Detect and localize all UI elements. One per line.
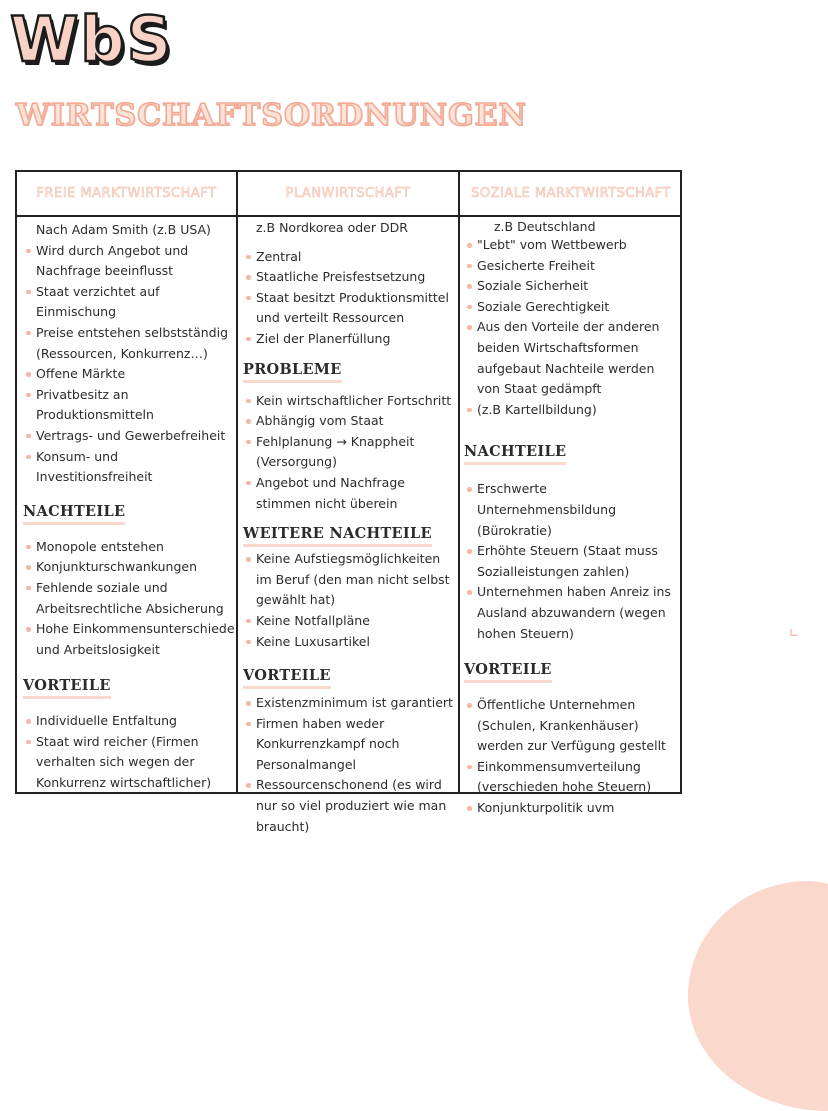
- list-item: (z.B Kartellbildung): [464, 400, 678, 421]
- column-divider: [458, 172, 460, 792]
- decorative-blob: [688, 881, 828, 1111]
- list-item: Vertrags- und Gewerbefreiheit: [23, 426, 235, 447]
- section-heading-vorteile: VORTEILE: [464, 661, 552, 683]
- section-heading-nachteile: NACHTEILE: [464, 443, 566, 465]
- column-freie-marktwirtschaft: [23, 220, 235, 794]
- comparison-table: [15, 170, 682, 834]
- list-item: Ziel der Planerfüllung: [243, 329, 455, 350]
- list-item: Erschwerte Unternehmensbildung (Bürokratie): [464, 479, 678, 541]
- list-item: Staatliche Preisfestsetzung: [243, 267, 455, 288]
- list-item: Staat verzichtet auf Einmischung: [23, 282, 235, 323]
- list-item: Keine Notfallpläne: [243, 611, 455, 632]
- list-item: "Lebt" vom Wettbewerb: [464, 235, 678, 256]
- section-heading-vorteile: VORTEILE: [243, 667, 331, 689]
- list-item: Staat wird reicher (Firmen verhalten sich wegen der Konkurrenz wirtschaftlicher): [23, 732, 235, 794]
- list-item: Keine Aufstiegsmöglichkeiten im Beruf (den man nicht selbst gewählt hat): [243, 549, 455, 611]
- intro-text: z.B Nordkorea oder DDR: [256, 220, 408, 235]
- column-heading-planwirtschaft: PLANWIRTSCHAFT: [285, 186, 411, 201]
- list-item: Soziale Gerechtigkeit: [464, 297, 678, 318]
- stray-mark: ∟: [789, 626, 800, 640]
- list-item: Erhöhte Steuern (Staat muss Sozialleistungen zahlen): [464, 541, 678, 582]
- header-divider: [17, 215, 680, 217]
- list-item: Zentral: [243, 247, 455, 268]
- list-item: Unternehmen haben Anreiz ins Ausland abzuwandern (wegen hohen Steuern): [464, 582, 678, 644]
- list-item: Konsum- und Investitionsfreiheit: [23, 447, 235, 488]
- list-item: Hohe Einkommensunterschiede und Arbeitslosigkeit: [23, 619, 235, 660]
- list-item: Fehlplanung → Knappheit (Versorgung): [243, 432, 455, 473]
- list-item: Soziale Sicherheit: [464, 276, 678, 297]
- list-item: Einkommensumverteilung (verschieden hohe Steuern): [464, 757, 678, 798]
- list-item: Abhängig vom Staat: [243, 411, 455, 432]
- section-heading-vorteile: VORTEILE: [23, 677, 111, 699]
- list-item: Staat besitzt Produktionsmittel und verteilt Ressourcen: [243, 288, 455, 329]
- list-item: Angebot und Nachfrage stimmen nicht überein: [243, 473, 455, 514]
- intro-text: Nach Adam Smith (z.B USA): [36, 222, 211, 237]
- list-item: Aus den Vorteile der anderen beiden Wirtschaftsformen aufgebaut Nachteile werden von Staat gedämpft: [464, 317, 678, 399]
- list-item: Öffentliche Unternehmen (Schulen, Krankenhäuser) werden zur Verfügung gestellt: [464, 695, 678, 757]
- list-item: Konjunkturpolitik uvm: [464, 798, 678, 819]
- section-heading-weitere-nachteile: WEITERE NACHTEILE: [243, 525, 432, 547]
- list-item: Wird durch Angebot und Nachfrage beeinflusst: [23, 241, 235, 282]
- column-heading-soziale-marktwirtschaft: SOZIALE MARKTWIRTSCHAFT: [471, 186, 671, 201]
- list-item: Individuelle Entfaltung: [23, 711, 235, 732]
- column-soziale-marktwirtschaft: [464, 218, 678, 819]
- list-item: Offene Märkte: [23, 364, 235, 385]
- list-item: Existenzminimum ist garantiert: [243, 693, 455, 714]
- section-heading-probleme: PROBLEME: [243, 361, 342, 383]
- intro-text: z.B Deutschland: [494, 219, 596, 234]
- section-heading-nachteile: NACHTEILE: [23, 503, 125, 525]
- list-item: Monopole entstehen: [23, 537, 235, 558]
- list-item: Keine Luxusartikel: [243, 632, 455, 653]
- page-title: WIRTSCHAFTSORDNUNGEN: [16, 98, 527, 133]
- wbs-logo: WbS: [10, 3, 174, 76]
- list-item: Privatbesitz an Produktionsmitteln: [23, 385, 235, 426]
- column-planwirtschaft: [243, 218, 455, 837]
- list-item: Kein wirtschaftlicher Fortschritt: [243, 391, 455, 412]
- column-heading-freie-marktwirtschaft: FREIE MARKTWIRTSCHAFT: [36, 186, 217, 201]
- list-item: Gesicherte Freiheit: [464, 256, 678, 277]
- column-divider: [236, 172, 238, 792]
- list-item: Fehlende soziale und Arbeitsrechtliche Absicherung: [23, 578, 235, 619]
- list-item: Konjunkturschwankungen: [23, 557, 235, 578]
- list-item: Preise entstehen selbstständig (Ressourcen, Konkurrenz…): [23, 323, 235, 364]
- list-item: Firmen haben weder Konkurrenzkampf noch Personalmangel: [243, 714, 455, 776]
- list-item: Ressourcenschonend (es wird nur so viel produziert wie man braucht): [243, 775, 455, 837]
